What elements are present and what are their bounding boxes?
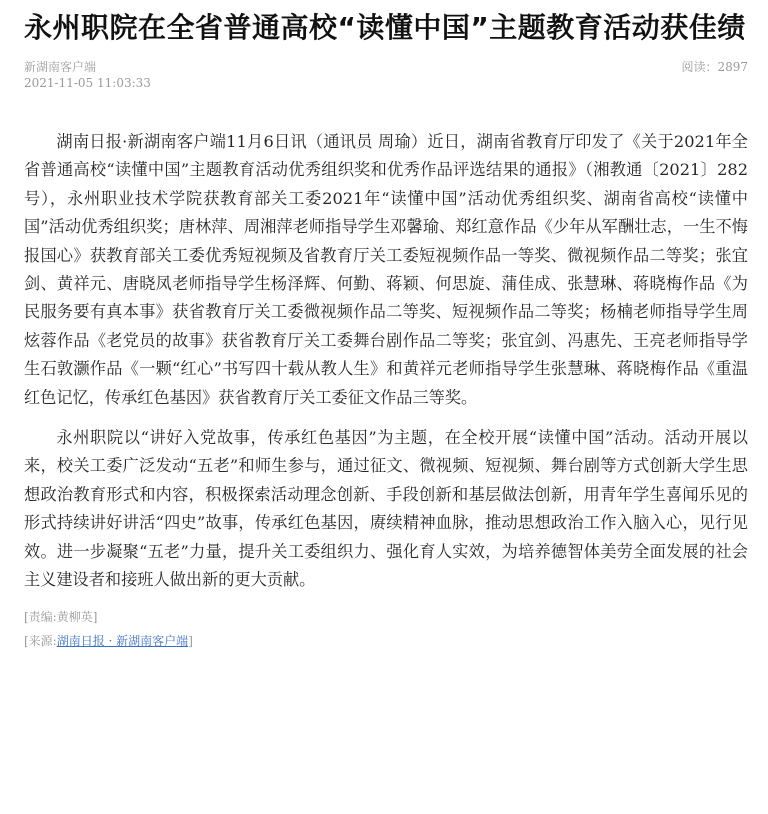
source-name: 新湖南客户端	[24, 60, 97, 74]
source-credit	[24, 631, 748, 651]
source-prefix: [来源:	[24, 633, 57, 648]
source-suffix: ]	[188, 633, 193, 648]
article-body	[24, 128, 748, 595]
article-meta-row	[24, 58, 748, 74]
source-link[interactable]: 湖南日报 · 新湖南客户端	[56, 633, 189, 648]
editor-credit: [责编:黄柳英]	[24, 609, 98, 624]
article-paragraph: 湖南日报·新湖南客户端11月6日讯（通讯员 周瑜）近日，湖南省教育厅印发了《关于2021年全省普通高校“读懂中国”主题教育活动优秀组织奖和优秀作品评选结果的通报》（湘教通〔2021〕282号），永州职业技术学院获教育部关工委2021年“读懂中国”活动优秀组织奖、湖南省高校“读懂中国”活动优秀组织奖；唐林萍、周湘萍老师指导学生邓馨瑜、郑红意作品《少年从军酬壮志，一生不悔报国心》获教育部关工委优秀短视频及省教育厅关工委短视频作品一等奖、微视频作品二等奖；张宜剑、黄祥元、唐晓凤老师指导学生杨泽辉、何勤、蒋颖、何思旋、蒲佳成、张慧琳、蒋晓梅作品《为民服务要有真本事》获省教育厅关工委微视频作品二等奖、短视频作品二等奖；杨楠老师指导学生周炫蓉作品《老党员的故事》获省教育厅关工委舞台剧作品二等奖；张宜剑、冯惠先、王亮老师指导学生石敦灏作品《一颗“红心”书写四十载从教人生》和黄祥元老师指导学生张慧琳、蒋晓梅作品《重温红色记忆，传承红色基因》获省教育厅关工委征文作品三等奖。	[24, 132, 748, 407]
article-title: 永州职院在全省普通高校“读懂中国”主题教育活动获佳绩	[24, 11, 746, 44]
article	[24, 0, 748, 651]
article-paragraph: 永州职院以“讲好入党故事，传承红色基因”为主题，在全校开展“读懂中国”活动。活动开展以来，校关工委广泛发动“五老”和师生参与，通过征文、微视频、短视频、舞台剧等方式创新大学生思想政治教育形式和内容，积极探索活动理念创新、手段创新和基层做法创新，用青年学生喜闻乐见的形式持续讲好讲活“四史”故事，传承红色基因，赓续精神血脉，推动思想政治工作入脑入心，见行见效。进一步凝聚“五老”力量，提升关工委组织力、强化育人实效，为培养德智体美劳全面发展的社会主义建设者和接班人做出新的更大贡献。	[24, 428, 748, 590]
publish-time: 2021-11-05 11:03:33	[24, 76, 151, 90]
read-count: 阅读：2897	[681, 60, 748, 74]
